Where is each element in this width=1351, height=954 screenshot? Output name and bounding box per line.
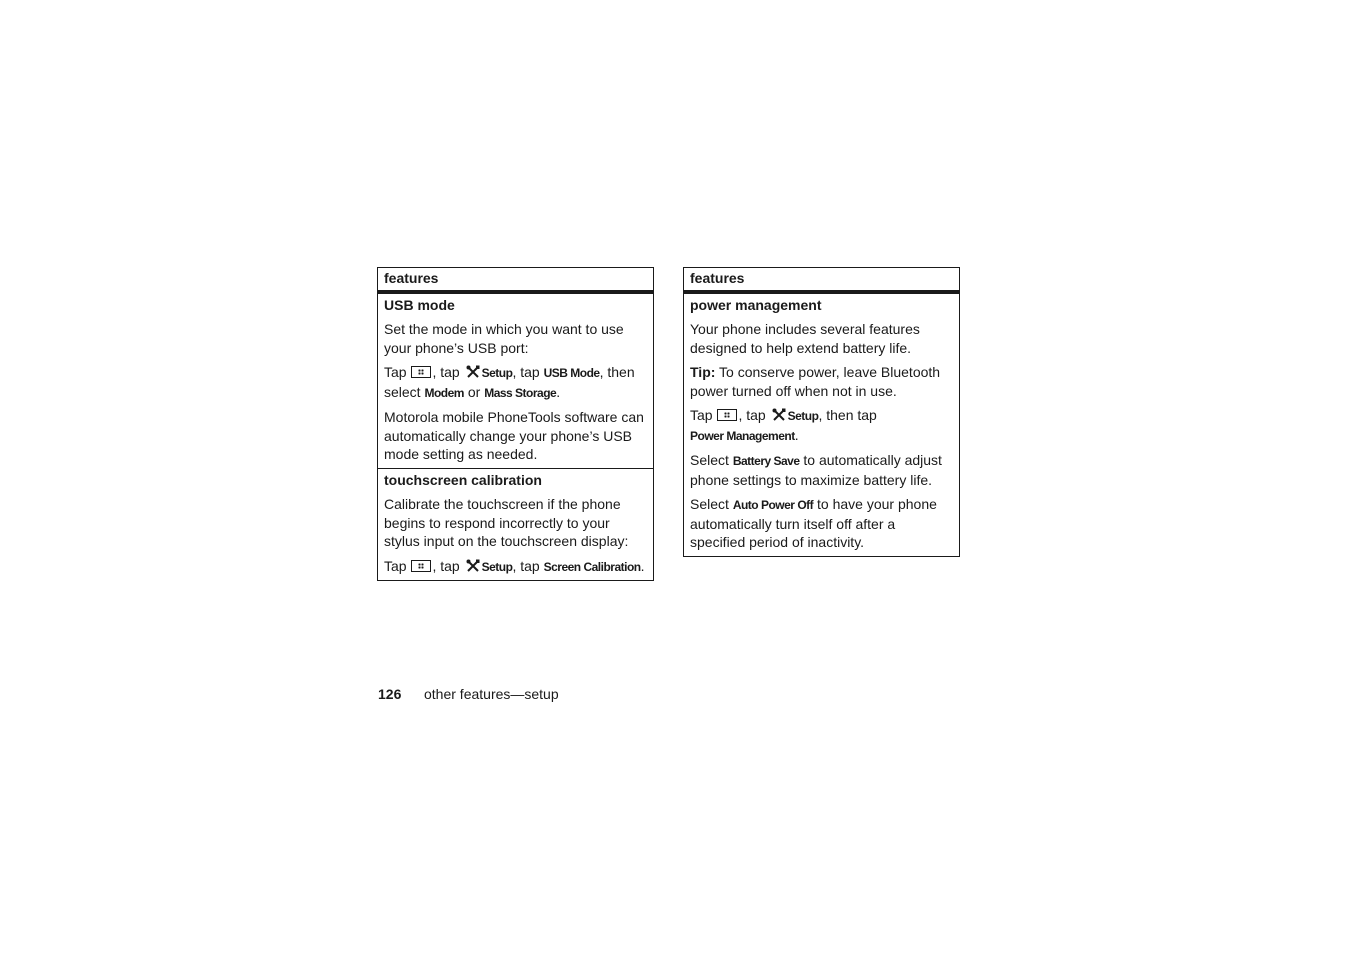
- power-management-section: [684, 294, 959, 556]
- power-management-instructions: Tap , tap Setup, then tap Power Management.: [690, 407, 877, 443]
- page-footer: [378, 686, 559, 702]
- footer-section-title: other features—setup: [424, 686, 559, 702]
- setup-command: Setup: [481, 559, 513, 574]
- battery-save-command: Battery Save: [732, 454, 800, 468]
- power-tip: Tip: To conserve power, leave Bluetooth power turned off when not in use.: [690, 364, 941, 399]
- touchscreen-calibration-section: [378, 468, 653, 581]
- mass-storage-command: Mass Storage: [484, 385, 557, 400]
- auto-power-off-description: Select Auto Power Off to have your phone automatically turn itself off after a specified period of inactivity.: [690, 496, 937, 550]
- modem-command: Modem: [424, 385, 464, 400]
- setup-tools-icon: [466, 559, 480, 573]
- auto-power-off-command: Auto Power Off: [732, 498, 814, 512]
- screen-calibration-command: Screen Calibration: [543, 559, 641, 574]
- table-header: features: [684, 268, 959, 294]
- features-table-left: [377, 267, 654, 581]
- features-table-right: [683, 267, 960, 557]
- setup-tools-icon: [772, 408, 786, 422]
- menu-key-icon: [411, 560, 431, 572]
- touchscreen-calibration-description: Calibrate the touchscreen if the phone begins to respond incorrectly to your stylus input on the touchscreen display:: [384, 496, 629, 549]
- menu-key-icon: [411, 366, 431, 378]
- touchscreen-calibration-title: touchscreen calibration: [384, 471, 542, 488]
- page-number: 126: [378, 686, 402, 702]
- battery-save-description: Select Battery Save to automatically adjust phone settings to maximize battery life.: [690, 452, 942, 488]
- power-management-description: Your phone includes several features designed to help extend battery life.: [690, 321, 920, 356]
- usb-mode-description: Set the mode in which you want to use your phone’s USB port:: [384, 321, 624, 356]
- tip-label: Tip:: [690, 364, 716, 380]
- setup-tools-icon: [466, 365, 480, 379]
- table-header: features: [378, 268, 653, 294]
- usb-mode-title: USB mode: [384, 296, 455, 313]
- setup-command: Setup: [787, 409, 819, 423]
- power-management-command: Power Management: [690, 428, 795, 443]
- touchscreen-calibration-instructions: Tap , tap Setup, tap Screen Calibration.: [384, 557, 645, 574]
- setup-command: Setup: [481, 366, 513, 380]
- menu-key-icon: [717, 409, 737, 421]
- phonetools-note: Motorola mobile PhoneTools software can automatically change your phone’s USB mode setting as needed.: [384, 409, 644, 462]
- power-management-title: power management: [690, 296, 822, 313]
- usb-mode-command: USB Mode: [543, 366, 600, 380]
- usb-mode-instructions: Tap , tap Setup, tap USB Mode, then select Modem or Mass Storage.: [384, 364, 635, 400]
- usb-mode-section: [378, 294, 653, 468]
